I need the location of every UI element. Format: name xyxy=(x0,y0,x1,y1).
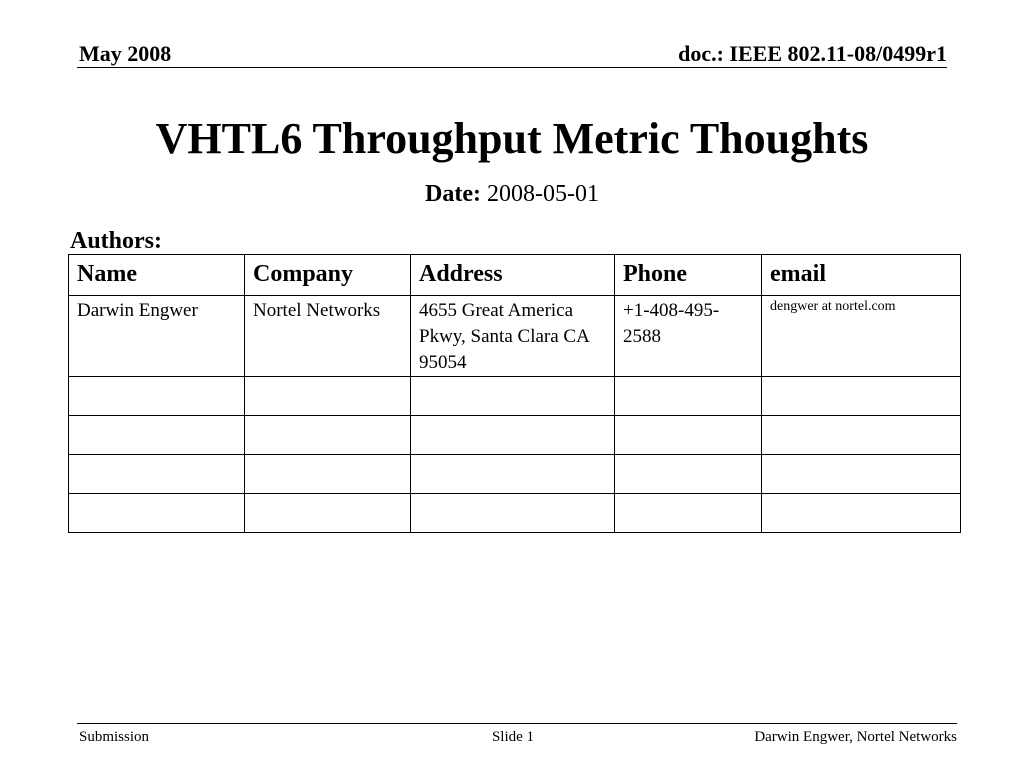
empty-cell xyxy=(762,416,961,455)
column-header-name: Name xyxy=(69,255,245,296)
author-name-cell: Darwin Engwer xyxy=(69,296,245,377)
header-date: May 2008 xyxy=(79,41,172,66)
table-row xyxy=(69,296,961,377)
slide-title: VHTL6 Throughput Metric Thoughts xyxy=(155,114,869,163)
author-company-cell: Nortel Networks xyxy=(245,296,411,377)
empty-table-row xyxy=(69,494,961,533)
empty-cell xyxy=(762,377,961,416)
empty-table-row xyxy=(69,416,961,455)
column-header-address: Address xyxy=(411,255,615,296)
empty-cell xyxy=(615,416,762,455)
column-header-company: Company xyxy=(245,255,411,296)
column-header-phone: Phone xyxy=(615,255,762,296)
authors-table xyxy=(68,254,961,533)
empty-cell xyxy=(762,494,961,533)
empty-cell xyxy=(69,416,245,455)
header-doc-id: doc.: IEEE 802.11-08/0499r1 xyxy=(678,41,947,66)
author-address-cell: 4655 Great America Pkwy, Santa Clara CA 95054 xyxy=(411,296,615,377)
header-divider xyxy=(77,67,947,68)
empty-cell xyxy=(615,377,762,416)
empty-cell xyxy=(411,494,615,533)
empty-cell xyxy=(245,494,411,533)
date-line xyxy=(0,178,1024,210)
footer-submission: Submission xyxy=(79,729,150,745)
empty-table-row xyxy=(69,455,961,494)
column-header-email: email xyxy=(762,255,961,296)
empty-cell xyxy=(411,455,615,494)
empty-cell xyxy=(762,455,961,494)
footer-divider xyxy=(77,723,957,724)
footer-slide-number: Slide 1 xyxy=(491,729,535,745)
empty-cell xyxy=(615,494,762,533)
empty-cell xyxy=(245,416,411,455)
author-email-cell: dengwer at nortel.com xyxy=(762,296,961,377)
empty-cell xyxy=(245,377,411,416)
empty-cell xyxy=(69,455,245,494)
authors-label: Authors: xyxy=(70,228,163,254)
empty-cell xyxy=(411,377,615,416)
empty-table-row xyxy=(69,377,961,416)
date-label: Date: xyxy=(425,181,481,207)
table-header-row xyxy=(69,255,961,296)
empty-cell xyxy=(245,455,411,494)
empty-cell xyxy=(69,494,245,533)
empty-cell xyxy=(69,377,245,416)
empty-cell xyxy=(615,455,762,494)
empty-cell xyxy=(411,416,615,455)
author-phone-cell: +1-408-495-2588 xyxy=(615,296,762,377)
footer-author: Darwin Engwer, Nortel Networks xyxy=(754,729,957,745)
date-value: 2008-05-01 xyxy=(486,181,599,207)
